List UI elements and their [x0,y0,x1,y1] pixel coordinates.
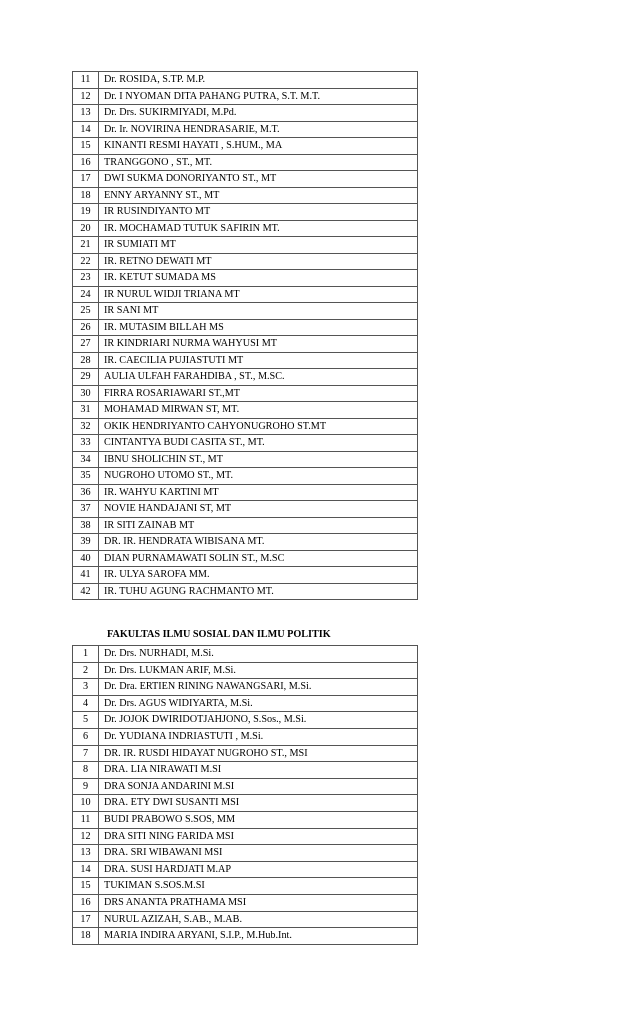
lecturer-name: ENNY ARYANNY ST., MT [99,187,418,204]
lecturer-name: OKIK HENDRIYANTO CAHYONUGROHO ST.MT [99,418,418,435]
table-row [73,319,418,336]
table-row [73,402,418,419]
table-row [73,679,418,696]
table-row [73,336,418,353]
table-row [73,878,418,895]
lecturer-name: AULIA ULFAH FARAHDIBA , ST., M.SC. [99,369,418,386]
lecturer-name: IBNU SHOLICHIN ST., MT [99,451,418,468]
row-number: 14 [73,861,99,878]
row-number: 15 [73,878,99,895]
lecturer-name: KINANTI RESMI HAYATI , S.HUM., MA [99,138,418,155]
lecturer-name: Dr. Drs. AGUS WIDIYARTA, M.Si. [99,695,418,712]
row-number: 16 [73,894,99,911]
lecturer-name: IR SUMIATI MT [99,237,418,254]
table-row [73,583,418,600]
row-number: 29 [73,369,99,386]
table-row [73,418,418,435]
table-row [73,778,418,795]
lecturer-name: Dr. ROSIDA, S.TP. M.P. [99,72,418,89]
row-number: 3 [73,679,99,696]
row-number: 17 [73,911,99,928]
lecturer-name: BUDI PRABOWO S.SOS, MM [99,811,418,828]
lecturer-name: Dr. Drs. LUKMAN ARIF, M.Si. [99,662,418,679]
table-row [73,894,418,911]
lecturer-table-1 [72,71,418,600]
row-number: 15 [73,138,99,155]
lecturer-name: FIRRA ROSARIAWARI ST.,MT [99,385,418,402]
table-row [73,728,418,745]
lecturer-name: IR. WAHYU KARTINI MT [99,484,418,501]
table-row [73,795,418,812]
table-row [73,662,418,679]
lecturer-name: DRA SITI NING FARIDA MSI [99,828,418,845]
row-number: 16 [73,154,99,171]
table-row [73,270,418,287]
lecturer-name: TUKIMAN S.SOS.M.SI [99,878,418,895]
faculty-heading: FAKULTAS ILMU SOSIAL DAN ILMU POLITIK [107,629,331,640]
lecturer-name: Dr. Drs. NURHADI, M.Si. [99,646,418,663]
lecturer-name: DRA. LIA NIRAWATI M.SI [99,762,418,779]
table-row [73,187,418,204]
lecturer-name: NUGROHO UTOMO ST., MT. [99,468,418,485]
table-row [73,762,418,779]
row-number: 37 [73,501,99,518]
row-number: 24 [73,286,99,303]
row-number: 17 [73,171,99,188]
lecturer-name: DIAN PURNAMAWATI SOLIN ST., M.SC [99,550,418,567]
table-row [73,286,418,303]
row-number: 9 [73,778,99,795]
row-number: 30 [73,385,99,402]
table-row [73,845,418,862]
lecturer-name: IR SANI MT [99,303,418,320]
row-number: 13 [73,845,99,862]
lecturer-name: DWI SUKMA DONORIYANTO ST., MT [99,171,418,188]
lecturer-name: Dr. YUDIANA INDRIASTUTI , M.Si. [99,728,418,745]
row-number: 2 [73,662,99,679]
table-row [73,237,418,254]
lecturer-name: MOHAMAD MIRWAN ST, MT. [99,402,418,419]
table-row [73,352,418,369]
row-number: 18 [73,187,99,204]
lecturer-name: DR. IR. HENDRATA WIBISANA MT. [99,534,418,551]
table-row [73,861,418,878]
row-number: 23 [73,270,99,287]
lecturer-name: IR RUSINDIYANTO MT [99,204,418,221]
lecturer-name: Dr. Dra. ERTIEN RINING NAWANGSARI, M.Si. [99,679,418,696]
table-row [73,811,418,828]
table-row [73,105,418,122]
table-row [73,220,418,237]
table-row [73,435,418,452]
table-row [73,204,418,221]
row-number: 1 [73,646,99,663]
table-row [73,154,418,171]
lecturer-name: IR NURUL WIDJI TRIANA MT [99,286,418,303]
lecturer-name: IR. RETNO DEWATI MT [99,253,418,270]
table-row [73,484,418,501]
lecturer-name: DRA. SRI WIBAWANI MSI [99,845,418,862]
row-number: 12 [73,88,99,105]
lecturer-name: IR. ULYA SAROFA MM. [99,567,418,584]
lecturer-name: NOVIE HANDAJANI ST, MT [99,501,418,518]
lecturer-name: DR. IR. RUSDI HIDAYAT NUGROHO ST., MSI [99,745,418,762]
row-number: 12 [73,828,99,845]
row-number: 38 [73,517,99,534]
table-row [73,303,418,320]
lecturer-name: DRS ANANTA PRATHAMA MSI [99,894,418,911]
table-row [73,369,418,386]
row-number: 21 [73,237,99,254]
row-number: 22 [73,253,99,270]
lecturer-name: Dr. Drs. SUKIRMIYADI, M.Pd. [99,105,418,122]
lecturer-name: DRA. SUSI HARDJATI M.AP [99,861,418,878]
table-row [73,121,418,138]
lecturer-name: IR. CAECILIA PUJIASTUTI MT [99,352,418,369]
table-row [73,646,418,663]
row-number: 28 [73,352,99,369]
table-row [73,695,418,712]
lecturer-name: DRA. ETY DWI SUSANTI MSI [99,795,418,812]
row-number: 13 [73,105,99,122]
lecturer-name: MARIA INDIRA ARYANI, S.I.P., M.Hub.Int. [99,928,418,945]
row-number: 18 [73,928,99,945]
row-number: 20 [73,220,99,237]
table-row [73,138,418,155]
row-number: 25 [73,303,99,320]
lecturer-name: CINTANTYA BUDI CASITA ST., MT. [99,435,418,452]
row-number: 41 [73,567,99,584]
row-number: 11 [73,72,99,89]
table-row [73,171,418,188]
table-row [73,468,418,485]
row-number: 7 [73,745,99,762]
row-number: 5 [73,712,99,729]
row-number: 40 [73,550,99,567]
table-row [73,567,418,584]
lecturer-name: NURUL AZIZAH, S.AB., M.AB. [99,911,418,928]
row-number: 35 [73,468,99,485]
lecturer-name: Dr. Ir. NOVIRINA HENDRASARIE, M.T. [99,121,418,138]
row-number: 11 [73,811,99,828]
row-number: 39 [73,534,99,551]
table-row [73,451,418,468]
row-number: 31 [73,402,99,419]
row-number: 32 [73,418,99,435]
row-number: 26 [73,319,99,336]
lecturer-table-2 [72,645,418,945]
lecturer-name: DRA SONJA ANDARINI M.SI [99,778,418,795]
row-number: 8 [73,762,99,779]
table-row [73,517,418,534]
table-row [73,928,418,945]
lecturer-name: IR. TUHU AGUNG RACHMANTO MT. [99,583,418,600]
table-row [73,745,418,762]
lecturer-name: IR. KETUT SUMADA MS [99,270,418,287]
row-number: 27 [73,336,99,353]
table-row [73,385,418,402]
table-row [73,828,418,845]
table-row [73,88,418,105]
table-row [73,550,418,567]
row-number: 6 [73,728,99,745]
table-row [73,911,418,928]
table-row [73,501,418,518]
row-number: 10 [73,795,99,812]
table-row [73,712,418,729]
lecturer-name: Dr. I NYOMAN DITA PAHANG PUTRA, S.T. M.T. [99,88,418,105]
row-number: 34 [73,451,99,468]
lecturer-name: IR KINDRIARI NURMA WAHYUSI MT [99,336,418,353]
table-row [73,253,418,270]
table-row [73,72,418,89]
lecturer-name: IR. MOCHAMAD TUTUK SAFIRIN MT. [99,220,418,237]
lecturer-name: TRANGGONO , ST., MT. [99,154,418,171]
row-number: 42 [73,583,99,600]
lecturer-name: Dr. JOJOK DWIRIDOTJAHJONO, S.Sos., M.Si. [99,712,418,729]
row-number: 36 [73,484,99,501]
row-number: 19 [73,204,99,221]
lecturer-name: IR SITI ZAINAB MT [99,517,418,534]
row-number: 4 [73,695,99,712]
row-number: 14 [73,121,99,138]
lecturer-name: IR. MUTASIM BILLAH MS [99,319,418,336]
row-number: 33 [73,435,99,452]
table-row [73,534,418,551]
